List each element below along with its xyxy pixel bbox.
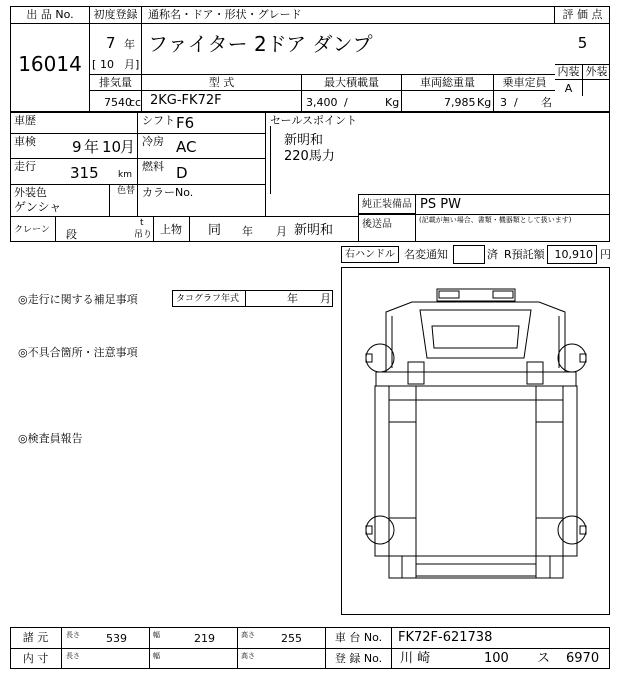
color-change-label: 色替 xyxy=(117,186,136,196)
mileage-label: 走行 xyxy=(14,160,36,173)
spec-label: 諸 元 xyxy=(10,628,62,648)
rhd-box: 右ハンドル xyxy=(341,246,399,263)
height-label: 高さ xyxy=(241,631,255,639)
inner-height-label: 高さ xyxy=(241,652,255,660)
first-reg-month-unit: 月] xyxy=(124,58,140,71)
details-row-line-2 xyxy=(10,158,266,159)
fuel-label: 燃料 xyxy=(142,160,164,173)
details-row-line-1 xyxy=(10,133,266,134)
model-value: 2KG-FK72F xyxy=(150,93,222,108)
max-load-label: 最大積載量 xyxy=(302,75,402,91)
inspection-month: 10 xyxy=(102,138,122,156)
color-no-divider xyxy=(10,184,110,216)
equipment-label: 純正装備品 xyxy=(358,194,416,214)
body-month: 月 xyxy=(276,225,287,238)
interior-grade: A xyxy=(555,80,583,96)
recycle-done: 済 xyxy=(487,248,498,261)
recycle-amount: 10,910 xyxy=(547,245,597,264)
rating-label: 評 価 点 xyxy=(555,6,610,24)
chassis-label: 車 台 No. xyxy=(326,628,392,648)
body-maker: 新明和 xyxy=(294,223,334,238)
name-change-box xyxy=(453,245,485,264)
interior-label: 内装 xyxy=(555,64,583,80)
first-reg-year: 7 xyxy=(106,34,116,52)
reg-class: 100 xyxy=(484,651,509,666)
driving-remarks-heading: ◎走行に関する補足事項 xyxy=(18,293,138,306)
mileage-value: 315 xyxy=(70,164,99,182)
inspection-year: 9 xyxy=(72,138,82,156)
footer-col-hgt xyxy=(238,628,326,669)
inspection-year-unit: 年 xyxy=(84,138,100,156)
color-label: 外装色 xyxy=(14,186,47,199)
tacho-month: 月 xyxy=(320,292,331,305)
inner-width-label: 幅 xyxy=(153,652,160,660)
tacho-year: 年 xyxy=(287,292,298,305)
body-label: 上物 xyxy=(160,223,182,236)
color-value: ゲンシャ xyxy=(14,200,62,214)
length-label: 長さ xyxy=(66,631,80,639)
lot-number: 16014 xyxy=(18,52,82,76)
footer-col-wid xyxy=(150,628,238,669)
first-reg-month-open: [ xyxy=(92,58,97,71)
sales-point-2: 220馬力 xyxy=(284,149,335,164)
inspection-month-unit: 月 xyxy=(120,138,136,156)
height-value: 255 xyxy=(281,632,302,645)
body-same: 同 xyxy=(208,223,222,238)
model-label: 型 式 xyxy=(142,75,302,91)
gvw-unit: Kg xyxy=(477,96,492,109)
retrofit-note: (記載が無い場合、書類・機器類として扱います) xyxy=(419,216,572,224)
name-change-label: 名変通知 xyxy=(404,248,448,261)
car-name-label: 通称名・ドア・形状・グレード xyxy=(142,6,555,24)
chassis-value: FK72F-621738 xyxy=(398,630,493,645)
mileage-unit: km xyxy=(118,170,132,180)
vehicle-diagram xyxy=(341,267,610,615)
recycle-unit: 円 xyxy=(600,248,611,261)
inspector-report-heading: ◎検査員報告 xyxy=(18,432,83,445)
inspection-label: 車検 xyxy=(14,135,36,148)
length-value: 539 xyxy=(106,632,127,645)
first-reg-year-unit: 年 xyxy=(124,38,135,51)
width-label: 幅 xyxy=(153,631,160,639)
shift-value: F6 xyxy=(176,114,195,132)
max-load-slash: / xyxy=(344,96,348,109)
crane-hoist-label: 吊り xyxy=(134,230,153,240)
footer-col-len xyxy=(62,628,150,669)
crane-stage: 段 xyxy=(66,228,77,241)
crane-label: クレーン xyxy=(14,225,50,235)
displacement-value: 7540 xyxy=(104,96,132,109)
exterior-label: 外装 xyxy=(583,64,610,80)
max-load-value: 3,400 xyxy=(306,96,338,109)
capacity-unit: 名 xyxy=(541,96,552,109)
defects-heading: ◎不具合箇所・注意事項 xyxy=(18,346,138,359)
displacement-unit: cc xyxy=(129,96,142,109)
tacho-label: タコグラフ年式 xyxy=(172,290,246,307)
equipment-value: PS PW xyxy=(420,197,461,212)
sales-point-label: セールスポイント xyxy=(270,114,358,127)
lot-label: 出 品 No. xyxy=(10,6,90,24)
retrofit-label: 後送品 xyxy=(358,214,416,242)
gvw-label: 車両総重量 xyxy=(402,75,494,91)
registration-label: 登 録 No. xyxy=(326,649,392,669)
fuel-value: D xyxy=(176,164,188,182)
color-code-label: カラーNo. xyxy=(142,186,194,199)
inner-dim-label: 内 寸 xyxy=(10,649,62,669)
sales-point-1: 新明和 xyxy=(284,133,324,148)
displacement-label: 排気量 xyxy=(90,75,142,91)
history-label: 車歴 xyxy=(14,114,36,127)
shift-label: シフト xyxy=(142,114,175,127)
capacity-label: 乗車定員 xyxy=(502,76,547,89)
first-reg-label: 初度登録 xyxy=(90,6,142,24)
capacity-slash: / xyxy=(514,96,518,109)
reg-kana: ス xyxy=(537,651,551,666)
width-value: 219 xyxy=(194,632,215,645)
equipment-left-border xyxy=(358,194,359,242)
inner-length-label: 長さ xyxy=(66,652,80,660)
ac-label: 冷房 xyxy=(142,135,164,148)
reg-number: 6970 xyxy=(566,651,600,666)
crane-hoist-t: t xyxy=(140,218,144,228)
rating-value: 5 xyxy=(577,34,588,52)
ac-value: AC xyxy=(176,138,197,156)
max-load-unit: Kg xyxy=(385,96,400,109)
body-year: 年 xyxy=(242,225,253,238)
first-reg-month: 10 xyxy=(100,58,114,71)
reg-area: 川 崎 xyxy=(400,651,431,666)
car-name: ファイター 2ドア ダンプ xyxy=(148,32,373,56)
recycle-deposit-label: R預託額 xyxy=(504,248,545,261)
gvw-value: 7,985 xyxy=(444,96,476,109)
body-label-divider xyxy=(10,216,190,242)
exterior-grade xyxy=(583,80,610,96)
capacity-value: 3 xyxy=(500,96,507,109)
truck-outline-diagram xyxy=(342,268,609,614)
